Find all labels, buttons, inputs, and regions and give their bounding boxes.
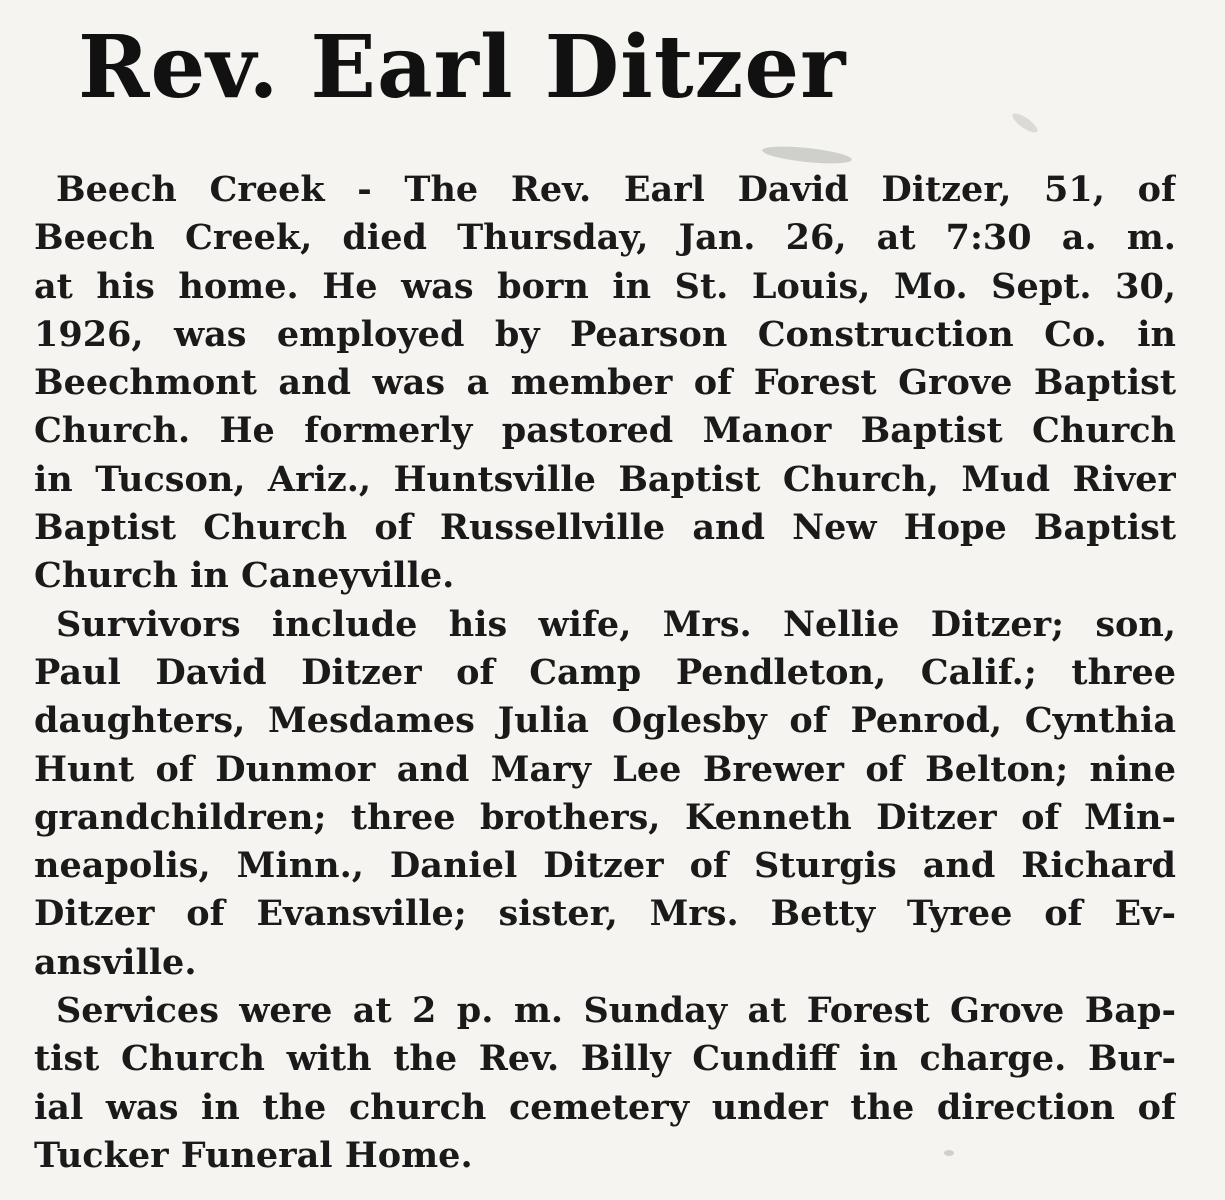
text-line: ial was in the church cemetery under the direction of — [34, 1086, 1176, 1128]
text-line: Survivors include his wife, Mrs. Nellie Ditzer; son, — [56, 603, 1176, 645]
text-line: neapolis, Minn., Daniel Ditzer of Sturgis and Richard — [34, 845, 1176, 887]
text-line: Church in Caneyville. — [34, 555, 455, 597]
text-line: Beech Creek - The Rev. Earl David Ditzer, 51, of — [56, 169, 1176, 210]
text-line: Baptist Church of Russellville and New Hope Baptist — [34, 507, 1176, 549]
text-line: Hunt of Dunmor and Mary Lee Brewer of Belton; nine — [34, 748, 1176, 790]
paragraph-survivors — [34, 601, 1176, 987]
obituary-headline: Rev. Earl Ditzer — [78, 17, 847, 118]
text-line: Services were at 2 p. m. Sunday at Forest Grove Bap- — [56, 990, 1176, 1032]
text-line: Ditzer of Evansville; sister, Mrs. Betty Tyree of Ev- — [34, 893, 1176, 935]
paragraph-services — [34, 987, 1176, 1180]
text-line: Beechmont and was a member of Forest Grove Baptist — [34, 362, 1176, 404]
text-line: 1926, was employed by Pearson Construction Co. in — [34, 313, 1176, 355]
paragraph-death-notice — [34, 166, 1176, 601]
text-line: daughters, Mesdames Julia Oglesby of Penrod, Cynthia — [34, 700, 1176, 742]
ink-smudge — [1010, 110, 1040, 135]
text-line: Tucker Funeral Home. — [34, 1134, 473, 1176]
obituary-body — [34, 166, 1176, 1180]
text-line: Beech Creek, died Thursday, Jan. 26, at 7:30 a. m. — [34, 217, 1176, 259]
text-line: grandchildren; three brothers, Kenneth Ditzer of Min- — [34, 796, 1176, 838]
text-line: in Tucson, Ariz., Huntsville Baptist Church, Mud River — [34, 458, 1176, 500]
text-line: ansville. — [34, 941, 197, 983]
ink-smudge — [762, 143, 853, 166]
text-line: Paul David Ditzer of Camp Pendleton, Calif.; three — [34, 651, 1176, 693]
ink-smudge — [944, 1150, 954, 1156]
text-line: at his home. He was born in St. Louis, Mo. Sept. 30, — [34, 265, 1176, 307]
text-line: tist Church with the Rev. Billy Cundiff in charge. Bur- — [34, 1038, 1176, 1080]
text-line: Church. He formerly pastored Manor Baptist Church — [34, 410, 1176, 452]
